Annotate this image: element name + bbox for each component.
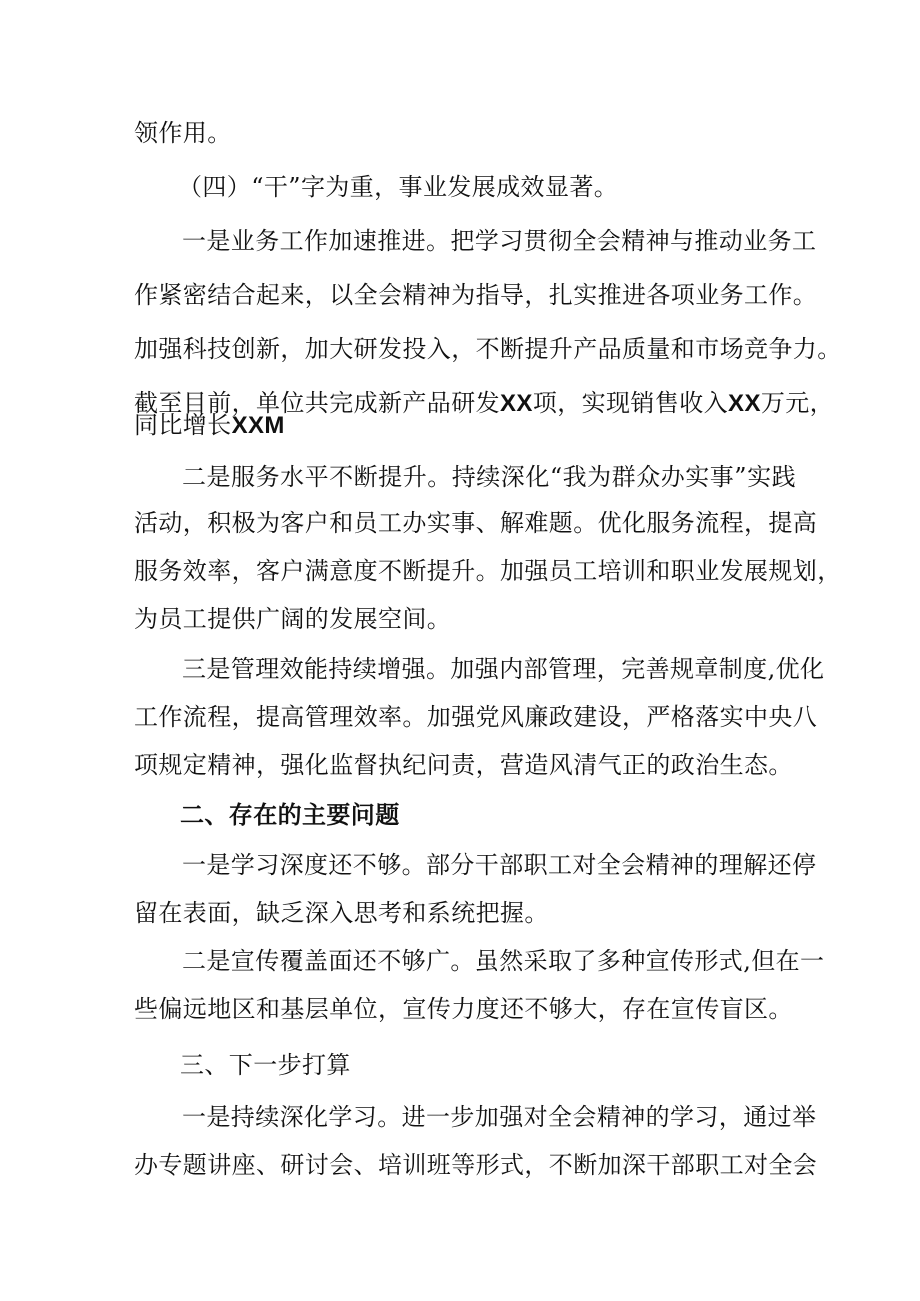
text-line: 二是宣传覆盖面还不够广。虽然采取了多种宣传形式,但在一 [182,947,825,975]
text-run: 项，实现销售收入 [532,389,729,417]
text-line: 一是学习深度还不够。部分干部职工对全会精神的理解还停 [182,851,817,879]
text-line: 项规定精神，强化监督执纪问责，营造风清气正的政治生态。 [134,751,793,779]
text-line: 领作用。 [134,119,232,147]
text-line: 三是管理效能持续增强。加强内部管理，完善规章制度,优化 [182,655,825,683]
section-heading-2: 二、存在的主要问题 [180,800,400,829]
text-line: 二是服务水平不断提升。持续深化“我为群众办实事”实践 [182,463,796,491]
text-run: 同比增长 [134,411,232,439]
text-line [134,410,285,441]
text-line: 一是业务工作加速推进。把学习贯彻全会精神与推动业务工 [182,227,817,255]
section-heading-3: 三、下一步打算 [180,1051,351,1079]
placeholder-xx: XX [500,390,533,417]
text-run: 万元， [760,389,835,417]
text-line: 作紧密结合起来，以全会精神为指导，扎实推进各项业务工作。 [134,281,818,309]
text-line: 加强科技创新，加大研发投入，不断提升产品质量和市场竞争力。 [134,335,842,363]
text-line: 为员工提供广阔的发展空间。 [134,605,452,633]
text-line: 一是持续深化学习。进一步加强对全会精神的学习，通过举 [182,1103,817,1131]
text-run: 截至目前，单位共完成新产品研发 [134,389,500,417]
text-line: 活动，积极为客户和员工办实事、解难题。优化服务流程，提高 [134,509,818,537]
text-line: 办专题讲座、研讨会、培训班等形式，不断加深干部职工对全会 [134,1151,818,1179]
text-line: 留在表面，缺乏深入思考和系统把握。 [134,899,549,927]
section-heading-4: （四）“干”字为重，事业发展成效显著。 [178,173,619,201]
placeholder-xx: XX [728,390,761,417]
text-line: 服务效率，客户满意度不断提升。加强员工培训和职业发展规划， [134,557,842,585]
text-line: 些偏远地区和基层单位，宣传力度还不够大，存在宣传盲区。 [134,995,793,1023]
text-line: 工作流程，提高管理效率。加强党风廉政建设，严格落实中央八 [134,703,818,731]
placeholder-xxm: XXM [231,412,285,439]
